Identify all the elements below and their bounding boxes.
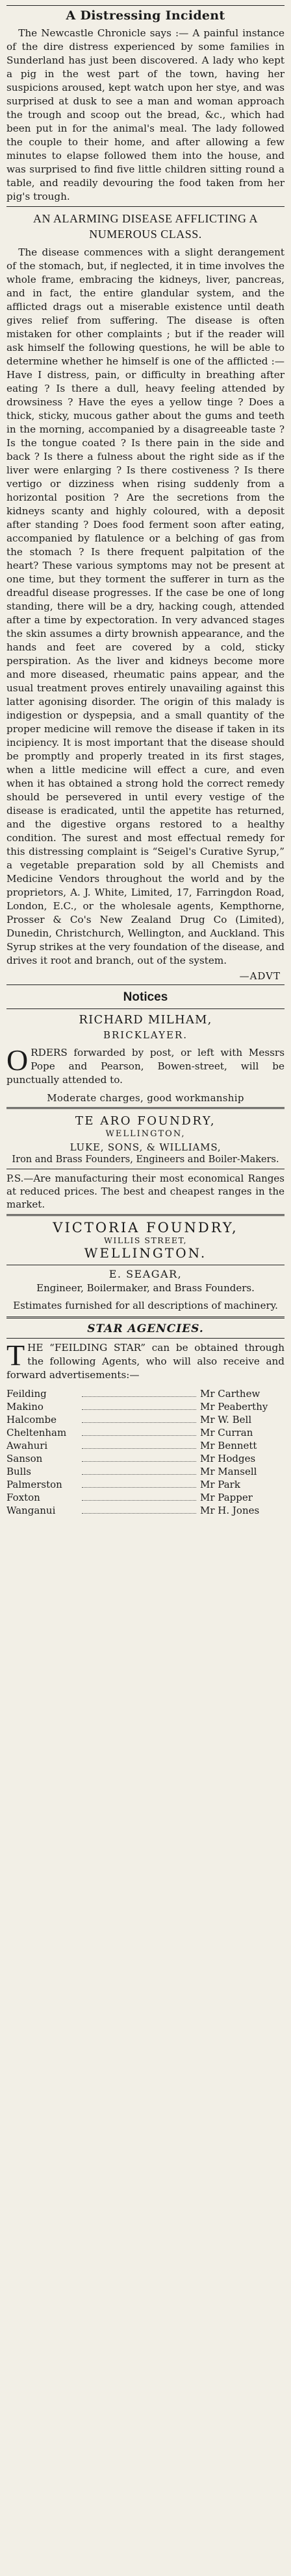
- agency-agent: Mr W. Bell: [200, 1414, 252, 1425]
- notice-divider: [6, 1317, 285, 1318]
- agency-agent: Mr Peaberthy: [200, 1401, 268, 1413]
- headline-distressing-incident: A Distressing Incident: [66, 8, 225, 23]
- leader-dots: [82, 1400, 196, 1410]
- agency-town: Palmerston: [6, 1479, 62, 1490]
- list-item: [6, 1426, 285, 1439]
- agency-agent: Mr Papper: [200, 1492, 253, 1503]
- ad-te-aro-firm: LUKE, SONS, & WILLIAMS,: [70, 1141, 221, 1153]
- agency-agent: Mr H. Jones: [200, 1505, 260, 1516]
- ad-victoria-owner: E. SEAGAR,: [108, 1268, 183, 1280]
- section-divider: [6, 206, 285, 207]
- agency-town: Awahuri: [6, 1440, 48, 1451]
- leader-dots: [82, 1504, 196, 1514]
- agency-agent: Mr Curran: [200, 1427, 253, 1438]
- dropcap-letter: T: [6, 1339, 25, 1372]
- ad-star-agencies-heading: STAR AGENCIES.: [87, 1322, 204, 1335]
- ad-milham-name: RICHARD MILHAM,: [79, 1013, 212, 1027]
- ad-victoria-city: WELLINGTON.: [84, 1245, 207, 1261]
- list-item: [6, 1452, 285, 1465]
- notices-heading: Notices: [123, 990, 168, 1004]
- ad-milham-body: [6, 1046, 285, 1087]
- article-alarming-disease: [6, 246, 285, 968]
- ad-victoria-title: VICTORIA FOUNDRY,: [53, 1220, 238, 1235]
- leader-dots: [82, 1491, 196, 1501]
- ad-te-aro-location: WELLINGTON,: [105, 1129, 186, 1139]
- list-item: [6, 1478, 285, 1491]
- notice-divider: [6, 1214, 285, 1216]
- advt-marker: —ADVT: [239, 970, 281, 982]
- leader-dots: [82, 1387, 196, 1397]
- top-rule: [6, 5, 285, 6]
- ad-victoria-trade: Engineer, Boilermaker, and Brass Founders.: [36, 1282, 255, 1294]
- section-divider: [6, 984, 285, 985]
- ad-milham-text: RDERS forwarded by post, or left with Messrs Pope and Pearson, Bowen-street, will be punctually attended to.: [6, 1047, 285, 1086]
- list-item: [6, 1439, 285, 1452]
- agency-town: Sanson: [6, 1453, 43, 1464]
- notice-divider: [6, 1338, 285, 1339]
- ad-star-intro-text: HE “FEILDING STAR” can be obtained through the following Agents, who will also receive and forward advertisements:—: [6, 1342, 285, 1381]
- article-paragraph: The disease commences with a slight derangement of the stomach, but, if neglected, it in time involves the whole frame, embracing the kidneys, liver, pancreas, and in fact, the entire glandular system, and the afflicted drags out a miserable existence until death gives relief from suffering. The disease is often mistaken for other complaints ; but if the reader will ask himself the following questions, he will be able to determine whether he himself is one of the afflicted :—Have I distress, pain, or difficulty in breathing after eating ? Is there a dull, heavy feeling attended by drowsiness ? Have the eyes a yellow tinge ? Does a thick, sticky, mucous gather about the gums and teeth in the morning, accompanied by a disagreeable taste ? Is the tongue coated ? Is there pain in the side and back ? Is there a fulness about the right side as if the liver were enlarging ? Is there costiveness ? Is there vertigo or dizziness when rising suddenly from a horizontal position ? Are the secretions from the kidneys scanty and highly coloured, with a deposit after standing ? Does food ferment soon after eating, accompanied by flatulence or a belching of gas from the stomach ? Is there frequent palpitation of the heart? These various symptoms may not be present at one time, but they torment the sufferer in turn as the dreadful disease progresses. If the case be one of long standing, there will be a dry, hacking cough, attended after a time by expectoration. In very advanced stages the skin assumes a dirty brownish appearance, and the hands and feet are covered by a cold, sticky perspiration. As the liver and kidneys become more and more diseased, rheumatic pains appear, and the usual treatment proves entirely unavailing against this latter agonising disorder. The origin of this malady is indigestion or dyspepsia, and a small quantity of the proper medicine will remove the disease if taken in its incipiency. It is most important that the disease should be promptly and properly treated in its first stages, when a little medicine will effect a cure, and even when it has obtained a strong hold the correct remedy should be persevered in until every vestige of the disease is eradicated, until the appetite has returned, and the digestive organs restored to a healthy condition. The surest and most effectual remedy for this distressing complaint is “Seigel's Curative Syrup,” a vegetable preparation sold by all Chemists and Medicine Vendors throughout the world and by the proprietors, A. J. White, Limited, 17, Farringdon Road, London, E.C., or the wholesale agents, Kempthorne, Prosser & Co's New Zealand Drug Co (Limited), Dunedin, Christchurch, Wellington, and Auckland. This Syrup strikes at the very foundation of the disease, and drives it root and branch, out of the system.: [6, 246, 285, 966]
- agency-agent: Mr Park: [200, 1479, 240, 1490]
- agency-town: Bulls: [6, 1466, 31, 1477]
- agency-town: Foxton: [6, 1492, 40, 1503]
- article-distressing-incident: [6, 27, 285, 204]
- leader-dots: [82, 1452, 196, 1462]
- ad-milham-trade: BRICKLAYER.: [103, 1029, 188, 1041]
- leader-dots: [82, 1426, 196, 1436]
- agency-town: Halcombe: [6, 1414, 57, 1425]
- agency-town: Wanganui: [6, 1505, 56, 1516]
- list-item: [6, 1413, 285, 1426]
- article-paragraph: The Newcastle Chronicle says :— A painful instance of the dire distress experienced by some families in Sunderland has just been discovered. A lady who kept a pig in the west part of the town, having her suspicions aroused, kept watch upon her stye, and was surprised at dusk to see a man and woman approach the trough and scoop out the bread, &c., which had been put in for the animal's meal. The lady followed the couple to their home, and after allowing a few minutes to elapse followed them into the house, and was surprised to find five little children sitting round a table, and readily devouring the food taken from her pig's trough.: [6, 27, 285, 202]
- agency-agent: Mr Carthew: [200, 1388, 260, 1400]
- ad-te-aro-ps: P.S.—Are manufacturing their most economical Ranges at reduced prices. The best and cheapest ranges in the market.: [6, 1173, 285, 1210]
- list-item: [6, 1491, 285, 1504]
- ad-milham-moderate: Moderate charges, good workmanship: [47, 1092, 244, 1104]
- ad-te-aro-trade: Iron and Brass Founders, Engineers and Boiler-Makers.: [12, 1154, 279, 1165]
- list-item: [6, 1400, 285, 1413]
- dropcap-letter: O: [6, 1044, 29, 1077]
- agency-town: Cheltenham: [6, 1427, 67, 1438]
- list-item: [6, 1504, 285, 1517]
- headline-alarming-disease: AN ALARMING DISEASE AFFLICTING A NUMEROUS CLASS.: [32, 212, 259, 241]
- notice-divider: [6, 1107, 285, 1109]
- list-item: [6, 1465, 285, 1478]
- agency-agent: Mr Bennett: [200, 1440, 257, 1451]
- ad-victoria-street: WILLIS STREET,: [104, 1235, 187, 1245]
- leader-dots: [82, 1478, 196, 1488]
- ad-victoria-estimates: Estimates furnished for all descriptions of machinery.: [13, 1300, 278, 1311]
- notice-divider: [6, 1008, 285, 1009]
- agency-agent: Mr Hodges: [200, 1453, 256, 1464]
- agency-town: Feilding: [6, 1388, 47, 1400]
- agency-agent: Mr Mansell: [200, 1466, 257, 1477]
- agency-town: Makino: [6, 1401, 44, 1413]
- leader-dots: [82, 1465, 196, 1475]
- leader-dots: [82, 1413, 196, 1423]
- ad-te-aro-title: TE ARO FOUNDRY,: [75, 1114, 216, 1128]
- ad-star-intro: [6, 1341, 285, 1382]
- agency-list: [6, 1387, 285, 1517]
- list-item: [6, 1387, 285, 1400]
- leader-dots: [82, 1439, 196, 1449]
